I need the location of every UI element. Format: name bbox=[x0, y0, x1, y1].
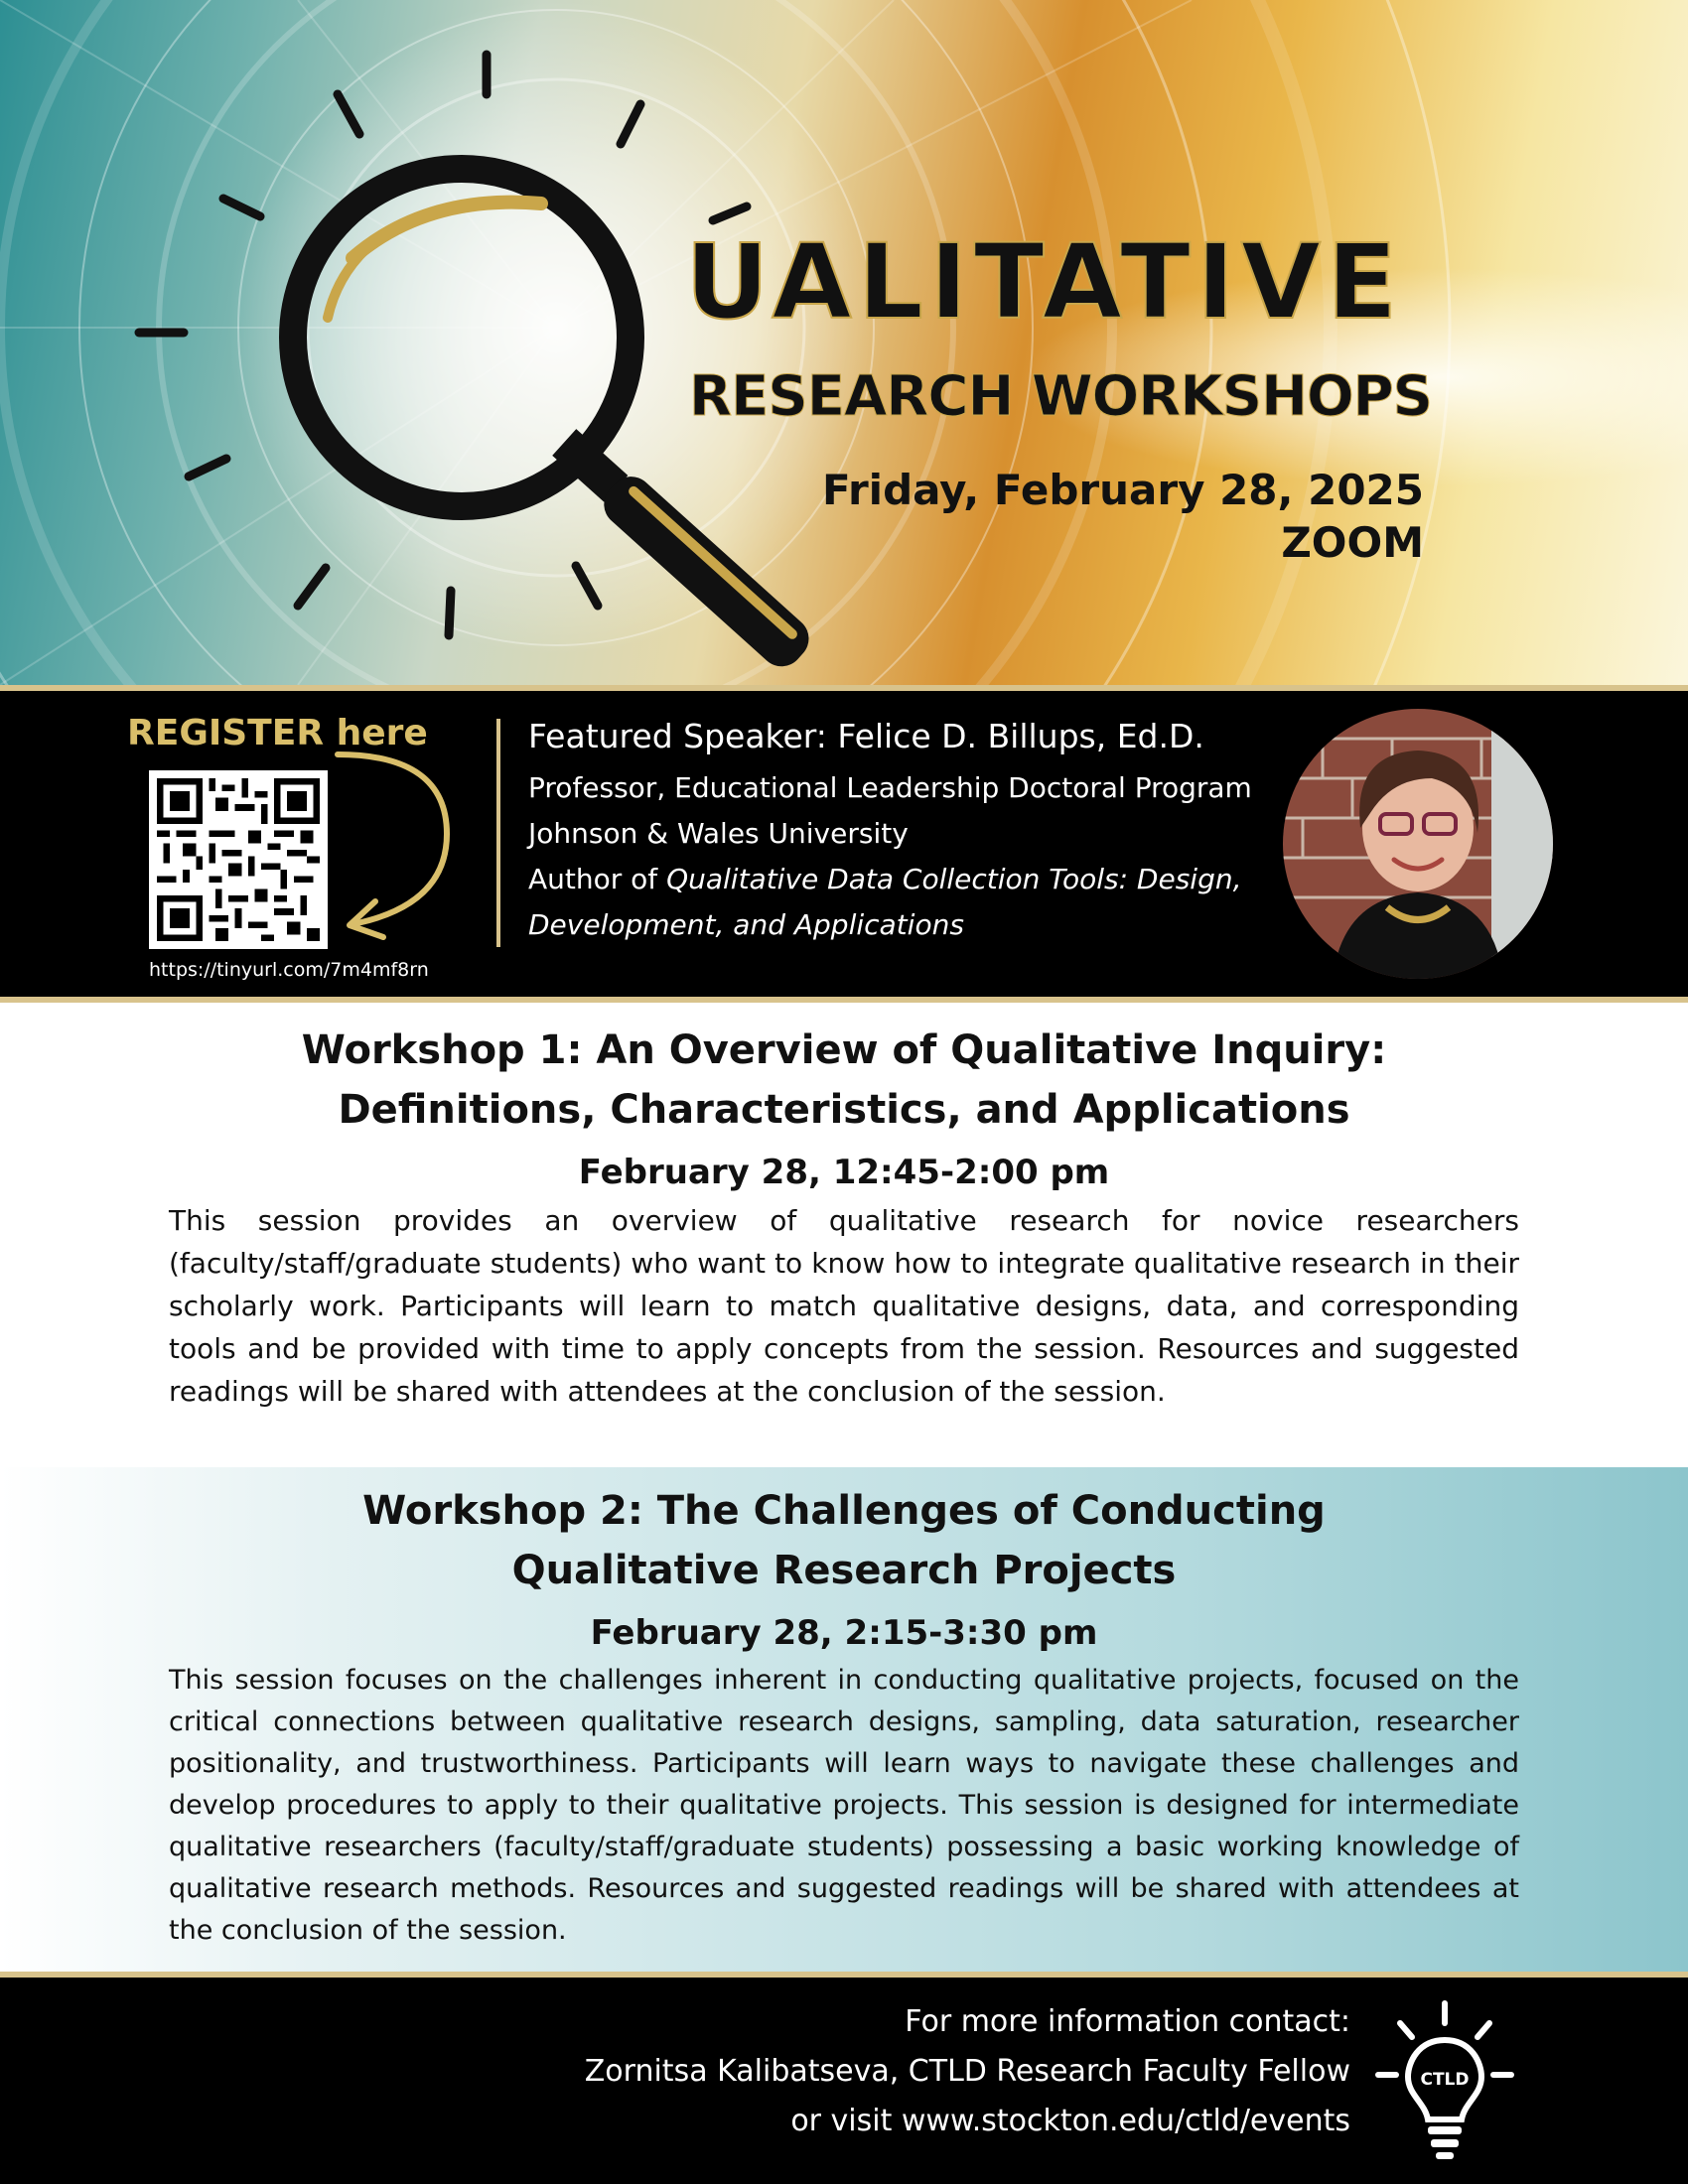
speaker-photo bbox=[1283, 709, 1553, 979]
band-divider bbox=[496, 719, 500, 947]
speaker-institution: Johnson & Wales University bbox=[528, 817, 909, 850]
workshop-2-section bbox=[0, 1467, 1688, 1972]
contact-website[interactable]: or visit www.stockton.edu/ctld/events bbox=[790, 2104, 1350, 2138]
workshop-1-date: February 28, 12:45-2:00 pm bbox=[578, 1153, 1110, 1192]
logo-text: CTLD bbox=[1420, 2070, 1470, 2090]
workshop-2-title-line2: Qualitative Research Projects bbox=[511, 1548, 1177, 1593]
contact-info bbox=[585, 1997, 1350, 2146]
register-heading: REGISTER here bbox=[127, 713, 428, 753]
speaker-info bbox=[528, 717, 1252, 948]
event-date: Friday, February 28, 2025 bbox=[821, 466, 1424, 514]
qr-code-icon bbox=[157, 778, 320, 941]
register-qr-code[interactable] bbox=[149, 770, 328, 949]
workshop-1-title-line2: Definitions, Characteristics, and Applications bbox=[338, 1087, 1350, 1133]
workshop-2-title-line1: Workshop 2: The Challenges of Conducting bbox=[362, 1488, 1326, 1534]
workshop-1-description: This session provides an overview of qualitative research for novice researchers (faculty/staff/graduate students) who want to know how to integrate qualitative research in their scholarly work. Participants will learn to match qualitative designs, data, and corresponding tools and be provided with time to apply concepts from the session. Resources and suggested readings will be shared with attendees at the conclusion of the session. bbox=[169, 1204, 1519, 1408]
workshop-1-heading bbox=[0, 1003, 1688, 1140]
speaker-portrait bbox=[1283, 709, 1553, 979]
lightbulb-icon bbox=[1370, 1995, 1519, 2174]
speaker-role: Professor, Educational Leadership Doctoral Program bbox=[528, 771, 1252, 804]
magnifying-glass-icon bbox=[0, 0, 1688, 685]
footer-band bbox=[0, 1972, 1688, 2184]
title-sub: RESEARCH WORKSHOPS bbox=[689, 364, 1432, 429]
event-date-block bbox=[822, 465, 1424, 569]
speaker-book-line2 bbox=[528, 902, 1252, 948]
workshop-1-title-line1: Workshop 1: An Overview of Qualitative Inquiry: bbox=[301, 1027, 1387, 1073]
workshop-1-section bbox=[0, 1003, 1688, 1469]
book-title-part1: Qualitative Data Collection Tools: Design, bbox=[666, 863, 1242, 895]
speaker-book-line1 bbox=[528, 857, 1252, 902]
workshop-2-description: This session focuses on the challenges inherent in conducting qualitative projects, focused on the critical connections between qualitative research designs, sampling, data saturation, researcher positionality, and trustworthiness. Participants will learn ways to navigate these challenges and develop procedures to apply to their qualitative projects. This session is designed for intermediate qualitative researchers (faculty/staff/graduate students) possessing a basic working knowledge of qualitative research methods. Resources and suggested readings will be shared with attendees at the conclusion of the session. bbox=[169, 1665, 1519, 1946]
book-title-part2: Development, and Applications bbox=[528, 908, 964, 941]
workshop-2-date: February 28, 2:15-3:30 pm bbox=[590, 1613, 1098, 1653]
contact-line1: For more information contact: bbox=[905, 2004, 1350, 2039]
hero-banner bbox=[0, 0, 1688, 685]
workshop-2-heading bbox=[0, 1467, 1688, 1600]
contact-name: Zornitsa Kalibatseva, CTLD Research Faculty Fellow bbox=[584, 2054, 1350, 2089]
register-url[interactable]: https://tinyurl.com/7m4mf8rn bbox=[149, 959, 429, 981]
curved-arrow-icon bbox=[328, 735, 467, 953]
author-prefix: Author of bbox=[528, 863, 667, 895]
speaker-band bbox=[0, 685, 1688, 1003]
title-main: UALITATIVE bbox=[685, 221, 1404, 342]
speaker-name: Featured Speaker: Felice D. Billups, Ed.D. bbox=[528, 717, 1204, 755]
event-location: ZOOM bbox=[1281, 517, 1424, 567]
